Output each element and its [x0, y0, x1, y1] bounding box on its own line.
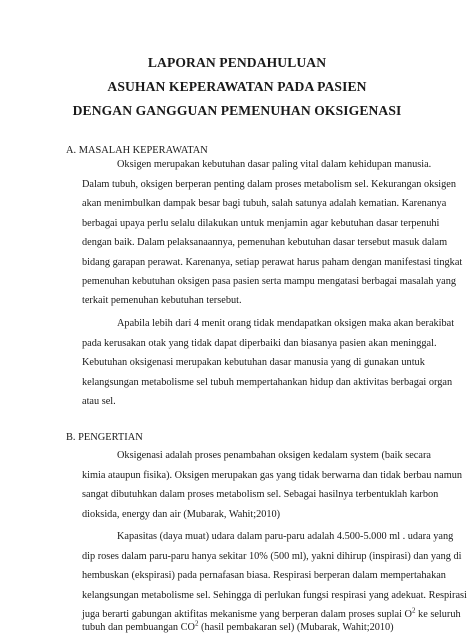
section-b-line: dip roses dalam paru-paru hanya sekitar 10% (500 ml), yakni dihirup (inspirasi) dan yang di: [82, 551, 462, 562]
section-b-line: Kapasitas (daya muat) udara dalam paru-paru adalah 4.500-5.000 ml . udara yang: [117, 531, 454, 542]
section-b-line: sangat dibutuhkan dalam proses metabolism sel. Sebagai hasilnya terbentuklah karbon: [82, 489, 439, 500]
section-a-line: terkait pemenuhan kebutuhan tersebut.: [82, 295, 242, 306]
section-b-line-co2: [82, 619, 394, 634]
section-a-line: Kebutuhan oksigenasi merupakan kebutuhan dasar manusia yang di gunakan untuk: [82, 357, 425, 368]
section-a-heading: A. MASALAH KEPERAWATAN: [66, 145, 208, 156]
section-a-line: berbagai upaya perlu selalu dilakukan untuk menjamin agar kebutuhan dasar terpenuhi: [82, 218, 440, 229]
title-line-1: LAPORAN PENDAHULUAN: [147, 55, 327, 70]
section-a-line: pada kerusakan otak yang tidak dapat diperbaiki dan biasanya pasien akan meninggal.: [82, 338, 437, 349]
section-b-line: Oksigenasi adalah proses penambahan oksigen kedalam system (baik secara: [117, 450, 431, 461]
section-a-line: Dalam tubuh, oksigen berperan penting dalam proses metabolism sel. Kekurangan oksigen: [82, 179, 457, 190]
section-a-line: Apabila lebih dari 4 menit orang tidak mendapatkan oksigen maka akan berakibat: [117, 318, 455, 329]
section-a-line: kelangsungan metabolisme sel tubuh mempertahankan hidup dan aktivitas berbagai organ: [82, 377, 453, 388]
section-b-line: kelangsungan metabolisme sel. Sehingga di perlukan fungsi respirasi yang adekuat. Respirasi: [82, 590, 467, 601]
title-line-2: ASUHAN KEPERAWATAN PADA PASIEN: [107, 79, 367, 94]
section-a-line: atau sel.: [82, 396, 116, 407]
section-b-heading: B. PENGERTIAN: [66, 432, 143, 443]
section-a-line: bidang garapan perawat. Karenanya, setiap perawat harus paham dengan manifestasi tingkat: [82, 257, 463, 268]
o2-text: juga berarti gabungan aktifitas mekanisme yang berperan dalam proses suplai O: [82, 609, 412, 620]
o2-superscript: 2: [411, 606, 416, 615]
title-line-3: DENGAN GANGGUAN PEMENUHAN OKSIGENASI: [72, 103, 402, 118]
section-b-line-o2: [82, 606, 461, 621]
section-b-line: dioksida, energy dan air (Mubarak, Wahit;2010): [82, 509, 281, 520]
section-a-line: dengan baik. Dalam pelaksanaannya, pemenuhan kebutuhan dasar tersebut masuk dalam: [82, 237, 448, 248]
section-a-line: akan menimbulkan dampak besar bagi tubuh, salah satunya adalah kematian. Karenanya: [82, 198, 447, 209]
section-b-line: kimia ataupun fisika). Oksigen merupakan gas yang tidak berwarna dan tidak berbau namun: [82, 470, 463, 481]
o2-text-end: ke seluruh: [415, 609, 461, 620]
section-a-line: Oksigen merupakan kebutuhan dasar paling vital dalam kehidupan manusia.: [117, 159, 432, 170]
section-a-line: pemenuhan kebutuhan oksigen pasa pasien serta mampu mengatasi berbagai masalah yang: [82, 276, 456, 287]
co2-superscript: 2: [194, 619, 199, 628]
co2-text: tubuh dan pembuangan CO: [82, 622, 195, 633]
section-b-line: hembuskan (ekspirasi) pada pernafasan biasa. Respirasi berperan dalam mempertahakan: [82, 570, 446, 581]
co2-text-end: (hasil pembakaran sel) (Mubarak, Wahit;2010): [198, 622, 394, 633]
